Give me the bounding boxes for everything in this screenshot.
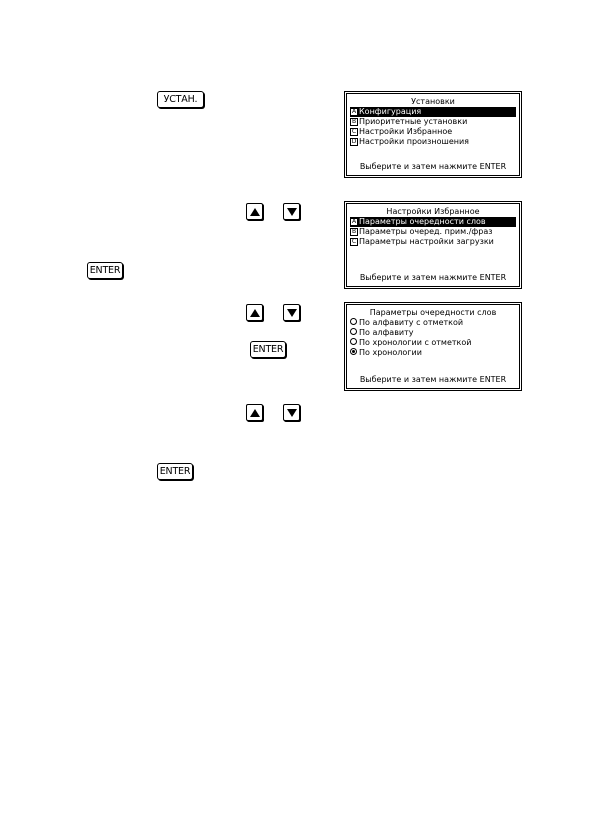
menu-item-label: Параметры очеред. прим./фраз	[359, 227, 493, 236]
screen-footer: Выберите и затем нажмите ENTER	[359, 273, 507, 282]
screen-footer: Выберите и затем нажмите ENTER	[359, 375, 507, 384]
menu-item-label: Параметры очередности слов	[359, 217, 486, 226]
menu-item-label: Настройки Избранное	[359, 127, 453, 136]
up-arrow-icon	[248, 205, 262, 219]
option-chrono	[350, 348, 516, 358]
menu-item-pronunciation	[350, 137, 516, 147]
down-arrow-icon	[285, 205, 299, 219]
option-label: По алфавиту	[359, 328, 414, 337]
up-arrow-key	[246, 404, 263, 421]
letter-b-icon: B	[351, 228, 357, 235]
radio-icon	[350, 338, 357, 345]
screen-title: Настройки Избранное	[386, 207, 480, 216]
option-alpha	[350, 328, 516, 338]
enter-key: ENTER	[250, 341, 286, 358]
up-arrow-icon	[248, 406, 262, 420]
up-arrow-key	[246, 203, 263, 220]
settings-screen	[346, 93, 520, 176]
menu-item-configuration	[350, 107, 516, 117]
menu-item-favorites	[350, 127, 516, 137]
menu-item-load-settings	[350, 237, 516, 247]
radio-icon	[350, 318, 357, 325]
down-arrow-icon	[285, 406, 299, 420]
letter-a-icon: A	[351, 218, 357, 225]
menu-item-word-order	[350, 217, 516, 227]
letter-d-icon: D	[351, 138, 357, 145]
favorites-settings-screen	[346, 203, 520, 287]
down-arrow-icon	[285, 306, 299, 320]
letter-c-icon: C	[351, 238, 357, 245]
option-alpha-marked	[350, 318, 516, 328]
menu-item-label: Настройки произношения	[359, 137, 469, 146]
screen-title: Параметры очередности слов	[369, 308, 497, 317]
setup-key: УСТАН.	[157, 91, 204, 108]
word-order-screen	[346, 304, 520, 389]
letter-a-icon: A	[351, 108, 357, 115]
down-arrow-key	[283, 203, 300, 220]
option-label: По алфавиту с отметкой	[359, 318, 464, 327]
enter-key: ENTER	[157, 463, 193, 480]
down-arrow-key	[283, 304, 300, 321]
menu-item-label: Параметры настройки загрузки	[359, 237, 494, 246]
letter-b-icon: B	[351, 118, 357, 125]
option-chrono-marked	[350, 338, 516, 348]
screen-footer: Выберите и затем нажмите ENTER	[359, 162, 507, 171]
letter-c-icon: C	[351, 128, 357, 135]
radio-selected-icon	[350, 348, 357, 355]
option-label: По хронологии	[359, 348, 422, 357]
menu-item-label: Конфигурация	[359, 107, 422, 116]
down-arrow-key	[283, 404, 300, 421]
menu-item-label: Приоритетные установки	[359, 117, 468, 126]
screen-title: Установки	[411, 97, 455, 106]
menu-item-priority	[350, 117, 516, 127]
radio-icon	[350, 328, 357, 335]
menu-item-phrase-order	[350, 227, 516, 237]
enter-key: ENTER	[87, 262, 123, 279]
up-arrow-key	[246, 304, 263, 321]
option-label: По хронологии с отметкой	[359, 338, 472, 347]
up-arrow-icon	[248, 306, 262, 320]
